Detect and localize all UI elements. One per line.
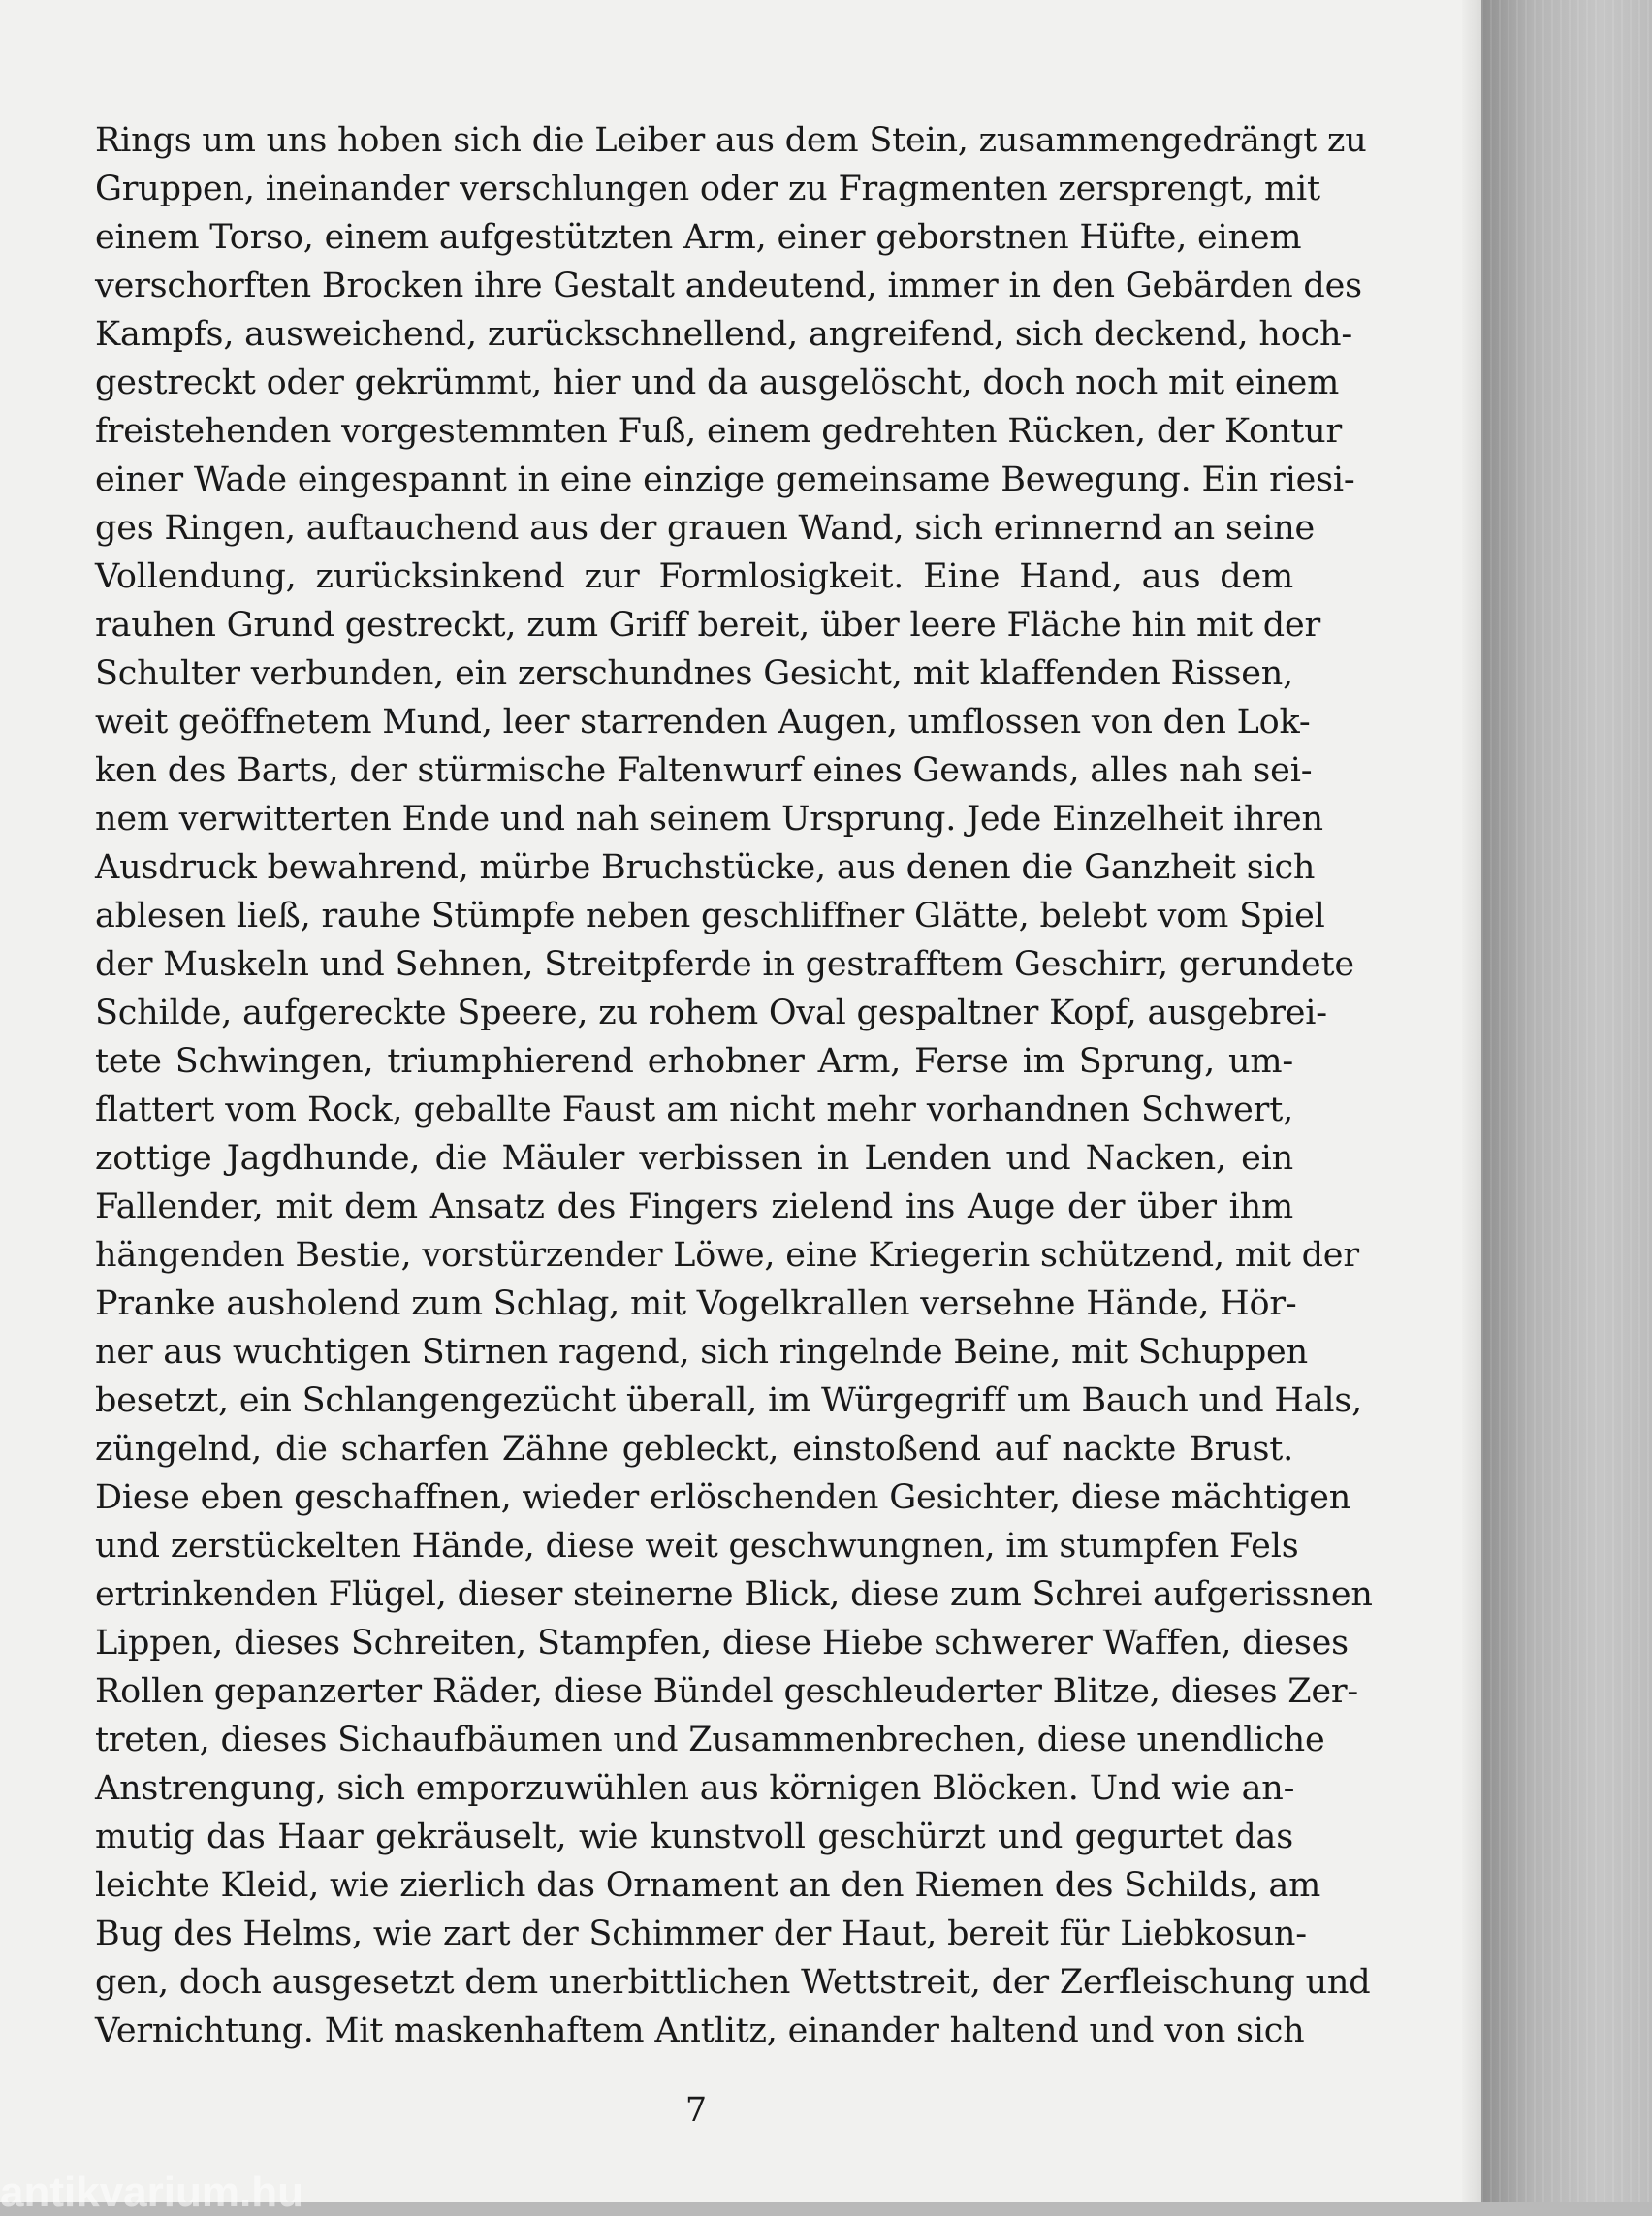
body-text xyxy=(95,116,1373,2055)
text-line: ges Ringen, auftauchend aus der grauen Wand, sich erinnernd an seine xyxy=(95,509,1316,548)
text-line: ablesen ließ, rauhe Stümpfe neben geschliffner Glätte, belebt vom Spiel xyxy=(95,897,1325,935)
text-line: Rings um uns hoben sich die Leiber aus dem Stein, zusammengedrängt zu xyxy=(95,121,1367,160)
text-line: Fallender, mit dem Ansatz des Fingers zielend ins Auge der über ihm xyxy=(95,1187,1293,1226)
text-line: Diese eben geschaffnen, wieder erlöschenden Gesichter, diese mächtigen xyxy=(95,1478,1351,1517)
text-line: Schilde, aufgereckte Speere, zu rohem Oval gespaltner Kopf, ausgebrei- xyxy=(95,994,1327,1032)
text-line: rauhen Grund gestreckt, zum Griff bereit, über leere Fläche hin mit der xyxy=(95,606,1321,645)
text-line: Schulter verbunden, ein zerschundnes Gesicht, mit klaffenden Rissen, xyxy=(95,654,1293,693)
text-line: ertrinkenden Flügel, dieser steinerne Blick, diese zum Schrei aufgerissnen xyxy=(95,1575,1373,1614)
text-line: leichte Kleid, wie zierlich das Ornament an den Riemen des Schilds, am xyxy=(95,1866,1321,1905)
text-line: besetzt, ein Schlangengezücht überall, im Würgegriff um Bauch und Hals, xyxy=(95,1381,1363,1420)
text-line: Rollen gepanzerter Räder, diese Bündel geschleuderter Blitze, dieses Zer- xyxy=(95,1672,1359,1711)
page-number: 7 xyxy=(684,2091,708,2130)
text-line: verschorften Brocken ihre Gestalt andeutend, immer in den Gebärden des xyxy=(95,267,1362,305)
text-line: freistehenden vorgestemmten Fuß, einem gedrehten Rücken, der Kontur xyxy=(95,412,1342,451)
text-line: und zerstückelten Hände, diese weit geschwungnen, im stumpfen Fels xyxy=(95,1527,1299,1566)
text-line: treten, dieses Sichaufbäumen und Zusammenbrechen, diese unendliche xyxy=(95,1721,1325,1759)
text-line: ken des Barts, der stürmische Faltenwurf eines Gewands, alles nah sei- xyxy=(95,751,1313,790)
text-line: züngelnd, die scharfen Zähne gebleckt, einstoßend auf nackte Brust. xyxy=(95,1430,1293,1469)
watermark-text: antikvarium.hu xyxy=(0,2169,303,2216)
text-line: Anstrengung, sich emporzuwühlen aus körnigen Blöcken. Und wie an- xyxy=(95,1769,1295,1808)
text-line: Vollendung, zurücksinkend zur Formlosigkeit. Eine Hand, aus dem xyxy=(95,557,1293,596)
text-line: mutig das Haar gekräuselt, wie kunstvoll geschürzt und gegurtet das xyxy=(95,1818,1293,1856)
text-line: zottige Jagdhunde, die Mäuler verbissen in Lenden und Nacken, ein xyxy=(95,1139,1293,1178)
text-line: gestreckt oder gekrümmt, hier und da ausgelöscht, doch noch mit einem xyxy=(95,364,1340,402)
text-line: Bug des Helms, wie zart der Schimmer der Haut, bereit für Liebkosun- xyxy=(95,1915,1307,1953)
text-line: Pranke ausholend zum Schlag, mit Vogelkrallen versehne Hände, Hör- xyxy=(95,1284,1297,1323)
text-line: Vernichtung. Mit maskenhaftem Antlitz, einander haltend und von sich xyxy=(95,2011,1305,2050)
text-line: gen, doch ausgesetzt dem unerbittlichen Wettstreit, der Zerfleischung und xyxy=(95,1963,1371,2002)
text-line: Gruppen, ineinander verschlungen oder zu Fragmenten zersprengt, mit xyxy=(95,170,1320,208)
text-line: der Muskeln und Sehnen, Streitpferde in gestrafftem Geschirr, gerundete xyxy=(95,945,1354,984)
text-line: nem verwitterten Ende und nah seinem Ursprung. Jede Einzelheit ihren xyxy=(95,800,1323,839)
text-line: weit geöffnetem Mund, leer starrenden Augen, umflossen von den Lok- xyxy=(95,703,1311,742)
text-line: Lippen, dieses Schreiten, Stampfen, diese Hiebe schwerer Waffen, dieses xyxy=(95,1624,1349,1662)
page-edge-shadow xyxy=(1462,0,1481,2202)
text-line: hängenden Bestie, vorstürzender Löwe, eine Kriegerin schützend, mit der xyxy=(95,1236,1359,1275)
text-line: einem Torso, einem aufgestützten Arm, einer geborstnen Hüfte, einem xyxy=(95,218,1302,257)
text-line: flattert vom Rock, geballte Faust am nicht mehr vorhandnen Schwert, xyxy=(95,1091,1293,1129)
text-line: tete Schwingen, triumphierend erhobner Arm, Ferse im Sprung, um- xyxy=(95,1042,1293,1081)
text-line: einer Wade eingespannt in eine einzige gemeinsame Bewegung. Ein riesi- xyxy=(95,460,1355,499)
text-line: ner aus wuchtigen Stirnen ragend, sich ringelnde Beine, mit Schuppen xyxy=(95,1333,1308,1372)
text-line: Kampfs, ausweichend, zurückschnellend, angreifend, sich deckend, hoch- xyxy=(95,315,1352,354)
text-line: Ausdruck bewahrend, mürbe Bruchstücke, aus denen die Ganzheit sich xyxy=(95,848,1316,887)
background-surface xyxy=(1481,0,1652,2202)
